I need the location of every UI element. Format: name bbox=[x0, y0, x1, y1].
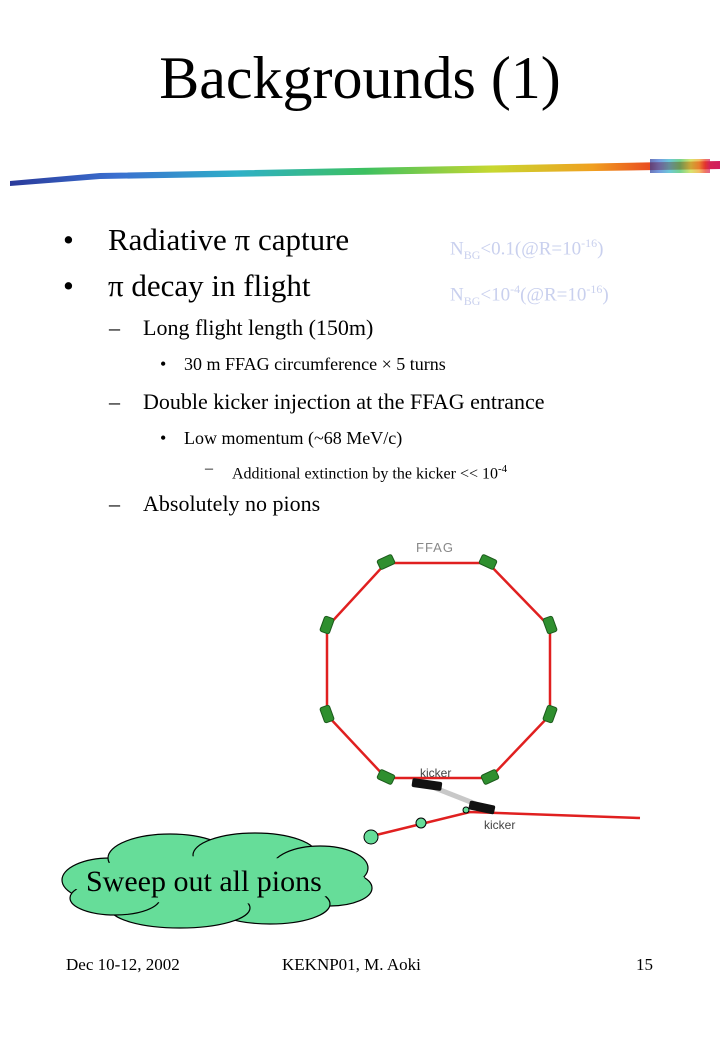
bullet-marker: • bbox=[63, 268, 74, 303]
slide-title: Backgrounds (1) bbox=[159, 45, 561, 111]
footer-date: Dec 10-12, 2002 bbox=[66, 955, 180, 974]
bullet-text: Low momentum (~68 MeV/c) bbox=[184, 428, 403, 448]
exponent: -4 bbox=[498, 463, 508, 475]
bullet-marker: – bbox=[109, 315, 120, 340]
kicker-label-2: kicker bbox=[484, 818, 516, 832]
ffag-ring bbox=[327, 563, 550, 778]
bullet-text: Absolutely no pions bbox=[143, 491, 321, 516]
bullet-text: Radiative π capture bbox=[108, 222, 350, 257]
bullet-marker: • bbox=[160, 354, 167, 374]
callout-text: Sweep out all pions bbox=[86, 865, 322, 898]
bullet-text: 30 m FFAG circumference × 5 turns bbox=[184, 354, 446, 374]
bullet-text: π decay in flight bbox=[108, 268, 311, 303]
bullet-text: Long flight length (150m) bbox=[143, 315, 374, 340]
bullet-marker: – bbox=[205, 460, 213, 477]
ffag-label: FFAG bbox=[416, 540, 454, 555]
background-estimate-capture: $N_{BG}<0.1(@R=10^{-16})$ bbox=[450, 236, 604, 263]
bullet-text: Additional extinction by the kicker << 10 bbox=[232, 465, 498, 483]
footer-author: KEKNP01, M. Aoki bbox=[282, 955, 421, 974]
kicker-label-1: kicker bbox=[420, 766, 452, 780]
ffag-magnets bbox=[320, 554, 558, 785]
bullet-text: Double kicker injection at the FFAG entrance bbox=[143, 389, 545, 414]
thought-bubble-large bbox=[364, 830, 378, 844]
bullet-marker: – bbox=[109, 491, 120, 516]
beam-dot bbox=[463, 807, 469, 813]
bullet-marker: • bbox=[63, 222, 74, 257]
bullet-marker: – bbox=[109, 389, 120, 414]
bullet-marker: • bbox=[160, 428, 167, 448]
footer-page-number: 15 bbox=[636, 955, 653, 974]
background-estimate-decay: $N_{BG}<10^{-4}(@R=10^{-16})$ bbox=[450, 282, 609, 309]
thought-bubble-small bbox=[416, 818, 426, 828]
